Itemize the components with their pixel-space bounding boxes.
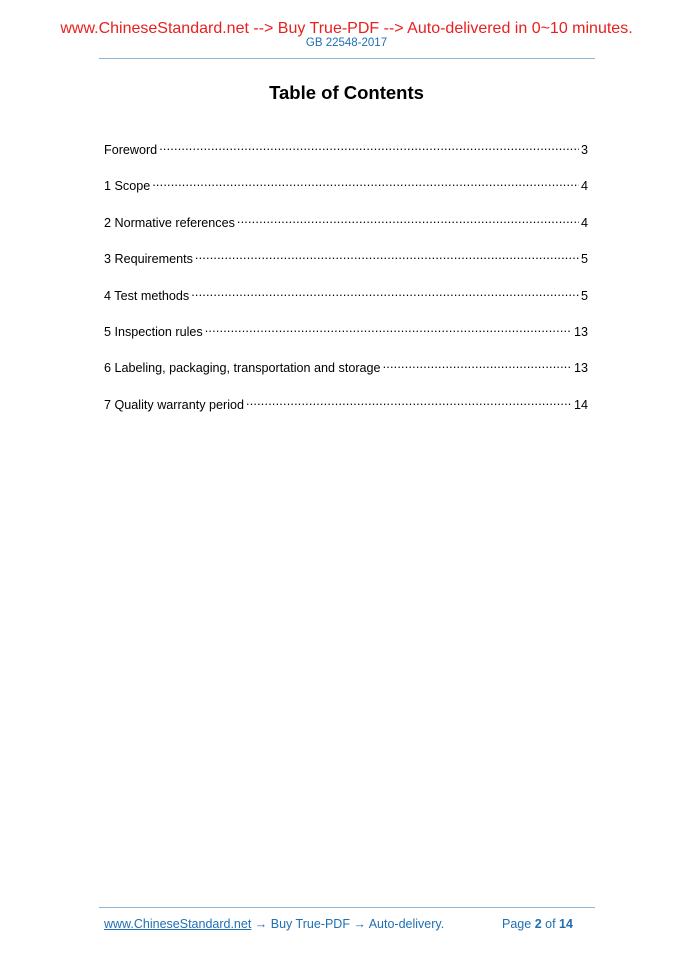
page-label: Page [502,917,532,931]
toc-leader-dots [191,284,579,300]
toc-leader-dots [237,211,579,227]
toc-entry-label: 5 Inspection rules [104,324,203,339]
toc-entry-label: 6 Labeling, packaging, transportation and storage [104,361,381,376]
toc-entry-normative-references[interactable] [104,211,588,230]
toc-entry-page: 14 [573,397,588,412]
current-page-number: 2 [534,917,542,931]
footer-divider [99,907,595,908]
toc-entry-quality-warranty[interactable] [104,393,588,412]
toc-entry-label: Foreword [104,143,158,157]
toc-entry-page: 4 [580,179,588,194]
toc-entry-requirements[interactable] [104,247,588,267]
toc-entry-page: 5 [580,288,588,303]
toc-entry-page: 13 [573,324,588,339]
toc-entry-page: 13 [573,361,588,376]
toc-entry-label: 1 Scope [104,179,151,194]
toc-entry-scope[interactable] [104,174,588,194]
toc-entry-inspection-rules[interactable] [104,320,588,339]
promo-banner[interactable]: www.ChineseStandard.net --> Buy True-PDF --> Auto-delivered in 0~10 minutes. [60,20,633,37]
document-code: GB 22548-2017 [305,37,388,49]
toc-entry-label: 4 Test methods [104,288,190,303]
toc-entry-foreword[interactable] [104,138,588,157]
toc-entry-page: 5 [580,252,588,267]
total-pages: 14 [559,917,573,931]
toc-entry-page: 3 [580,143,588,157]
footer-promo [104,916,444,932]
toc-leader-dots [246,393,572,409]
footer-website-link[interactable]: www.ChineseStandard.net [104,917,252,931]
toc-entry-test-methods[interactable] [104,284,588,303]
header-divider [99,58,595,59]
toc-leader-dots [383,356,572,372]
toc-leader-dots [152,174,579,190]
toc-leader-dots [159,138,579,154]
page-indicator [502,916,573,932]
of-label: of [545,917,556,931]
table-of-contents [104,138,588,429]
toc-leader-dots [195,247,579,263]
toc-entry-page: 4 [580,215,588,230]
toc-entry-labeling[interactable] [104,356,588,376]
page-title: Table of Contents [269,82,424,103]
toc-entry-label: 3 Requirements [104,252,193,267]
toc-leader-dots [205,320,572,336]
toc-entry-label: 2 Normative references [104,215,235,230]
toc-entry-label: 7 Quality warranty period [104,397,244,412]
footer-tagline: → Buy True-PDF → Auto-delivery. [254,917,445,931]
